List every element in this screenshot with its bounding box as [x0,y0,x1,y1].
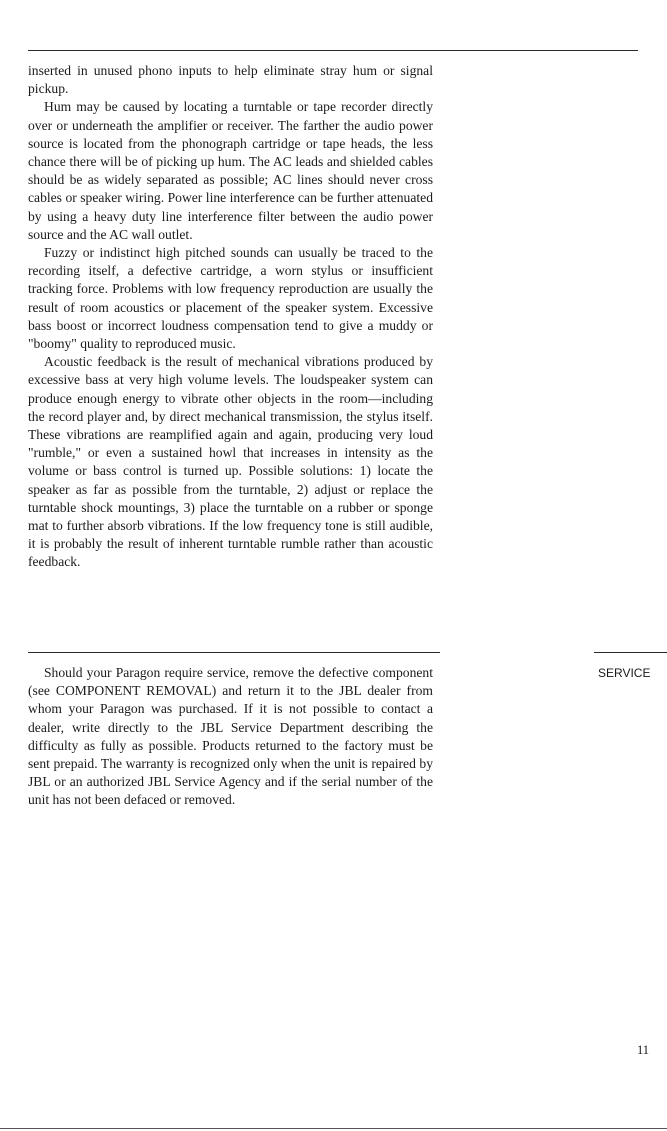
paragraph-fuzzy-sounds: Fuzzy or indistinct high pitched sounds can usually be traced to the recording itself, a defective cartridge, a worn stylus or insufficient tracking force. Problems with low frequency reproduction are usually the result of room acoustics or placement of the speaker system. Excessive bass boost or incorrect loudness compensation tend to give a muddy or "boomy" quality to reproduced music. [28,245,433,352]
service-heading: SERVICE [598,666,651,680]
page-number: 11 [636,1043,649,1057]
bottom-rule [0,1128,667,1129]
top-rule [28,50,638,51]
service-section [28,664,433,810]
paragraph-service: Should your Paragon require service, remove the defective component (see COMPONENT REMOVAL) and return it to the JBL dealer from whom your Paragon was purchased. If it is not possible to contact a dealer, write directly to the JBL Service Department describing the difficulty as fully as possible. Products returned to the factory must be sent prepaid. The warranty is recognized only when the unit is repaired by JBL or an authorized JBL Service Agency and if the serial number of the unit has not been defaced or removed. [28,665,433,808]
service-label-rule [594,652,667,653]
paragraph-hum: Hum may be caused by locating a turntable or tape recorder directly over or underneath the amplifier or receiver. The farther the audio power source is located from the phonograph cartridge or tape heads, the less chance there will be of picking up hum. The AC leads and shielded cables should be as widely separated as possible; AC lines should never cross cables or speaker wiring. Power line interference can be further attenuated by using a heavy duty line interference filter between the audio power source and the AC wall outlet. [28,99,433,242]
troubleshooting-section [28,62,433,572]
paragraph-stray-hum: inserted in unused phono inputs to help eliminate stray hum or signal pickup. [28,63,433,97]
paragraph-acoustic-feedback: Acoustic feedback is the result of mechanical vibrations produced by excessive bass at very high volume levels. The loudspeaker system can produce enough energy to vibrate other objects in the room—including the record player and, by direct mechanical transmission, the stylus itself. These vibrations are reamplified again and again, producing very loud "rumble," or even a sustained howl that increases in intensity as the volume or bass control is turned up. Possible solutions: 1) locate the speaker as far as possible from the turntable, 2) adjust or replace the turntable shock mountings, 3) place the turntable on a rubber or sponge mat to further absorb vibrations. If the low frequency tone is still audible, it is probably the result of inherent turntable rumble rather than acoustic feedback. [28,354,433,570]
service-rule [28,652,440,653]
